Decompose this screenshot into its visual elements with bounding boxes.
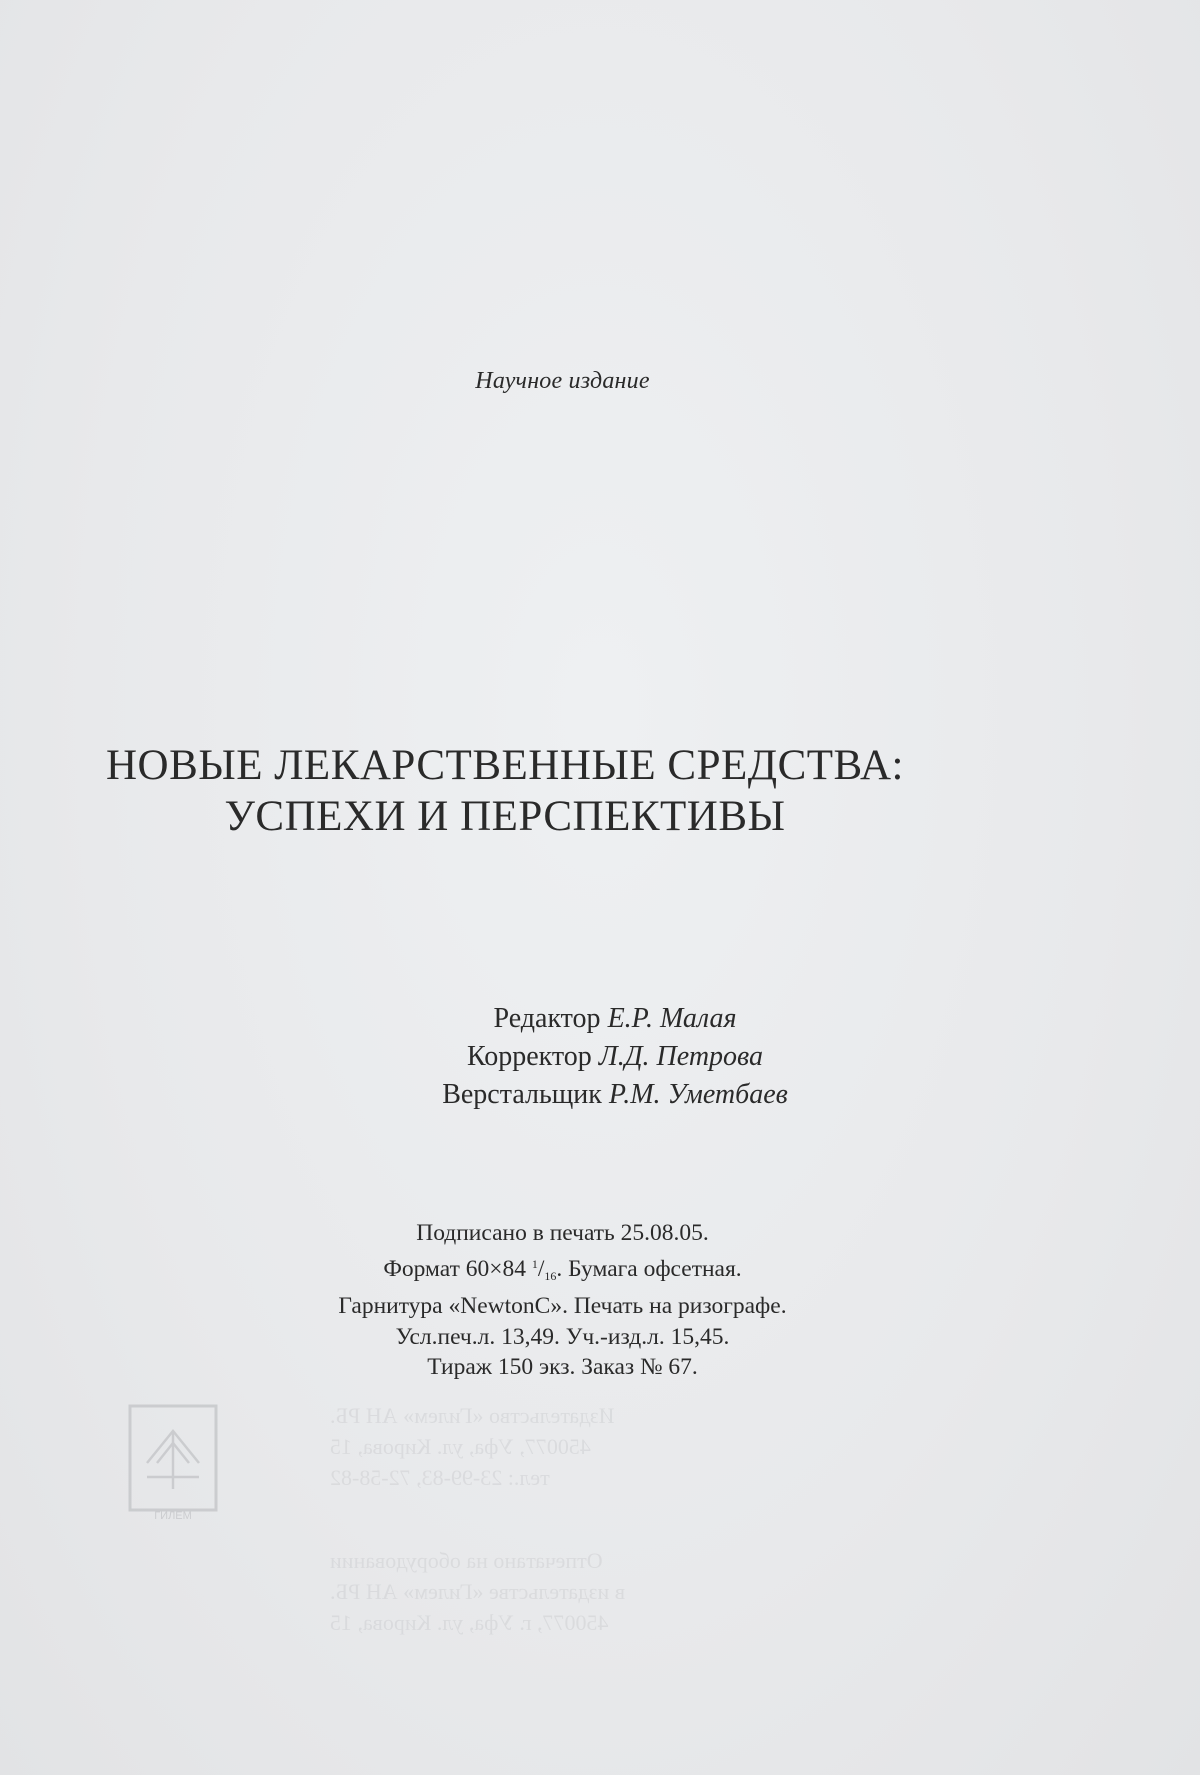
format-suffix: . Бумага офсетная. [556, 1255, 742, 1282]
staff-name: Л.Д. Петрова [598, 1041, 764, 1072]
staff-name: Е.Р. Малая [607, 1003, 737, 1034]
show-through-line: Отпечатано на оборудовании [330, 1548, 603, 1573]
show-through-line: тел.: 23-99-83, 72-58-82 [330, 1465, 550, 1490]
staff-layout [0, 1076, 1200, 1114]
staff-role: Корректор [466, 1041, 592, 1072]
publisher-logo-show-through [127, 1403, 219, 1521]
format-prefix: Формат 60×84 [383, 1255, 532, 1282]
format-denominator: 16 [544, 1268, 557, 1283]
imprint-sheets: Усл.печ.л. 13,49. Уч.-изд.л. 15,45. [395, 1323, 730, 1350]
format-numerator: 1 [531, 1256, 538, 1271]
imprint-run: Тираж 150 экз. Заказ № 67. [427, 1354, 698, 1380]
book-title [0, 740, 1010, 842]
imprint-block [0, 1218, 1125, 1383]
imprint-typeface: Гарнитура «NewtonC». Печать на ризографе. [338, 1293, 787, 1319]
logo-caption: ГИЛЕМ [154, 1510, 192, 1521]
imprint-signed: Подписано в печать 25.08.05. [416, 1220, 709, 1246]
imprint-format: Формат 60×84 $^1/_{16}$. Бумага офсетная. [383, 1255, 742, 1283]
show-through-line: Издательство «Гилем» АН РБ. [330, 1403, 615, 1428]
edition-type: Научное издание [475, 368, 650, 394]
staff-name: Р.М. Уметбаев [608, 1079, 788, 1110]
show-through-printer [330, 1545, 710, 1638]
staff-role: Верстальщик [442, 1079, 602, 1110]
staff-credits [0, 1000, 1200, 1114]
show-through-line: 450077, г. Уфа, ул. Кирова, 15 [330, 1610, 609, 1635]
show-through-line: в издательстве «Гилем» АН РБ. [330, 1579, 626, 1604]
staff-role: Редактор [493, 1003, 601, 1034]
book-title-line-2: УСПЕХИ И ПЕРСПЕКТИВЫ [224, 793, 786, 840]
show-through-line: 450077, Уфа, ул. Кирова, 15 [330, 1434, 591, 1459]
staff-editor [0, 1000, 1200, 1038]
book-title-line-1: НОВЫЕ ЛЕКАРСТВЕННЫЕ СРЕДСТВА: [105, 742, 905, 789]
staff-proofreader [0, 1038, 1200, 1076]
show-through-publisher [330, 1400, 710, 1493]
